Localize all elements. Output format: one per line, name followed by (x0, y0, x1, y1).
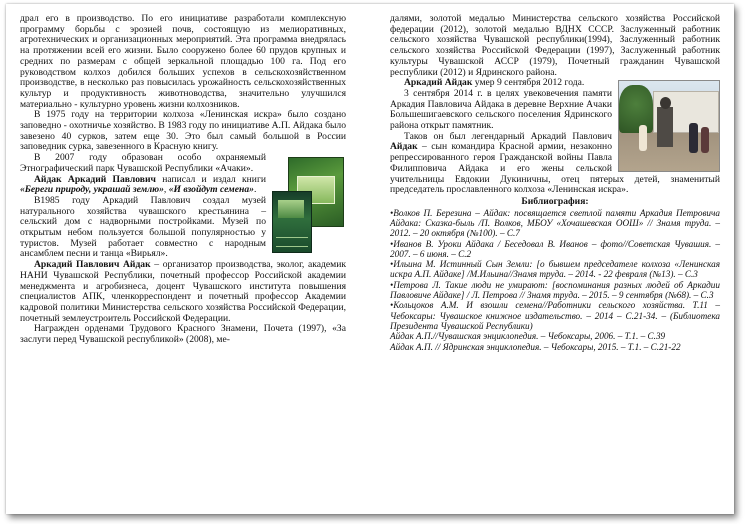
organizer-text: – организатор производства, эколог, академик НАНИ Чувашской Республики, почетный профессор Российской академии менеджмента и агробизнеса, доцент Чувашского института повышения специалистов АПК, членкорреспондент и почетный профессор Академии кадровой политики Министерства сельского хозяйства Российской Федерации, почетный землеустроитель Российской Федерации. (20, 259, 347, 324)
books-text: написал и издал книги (155, 173, 267, 185)
bibliography-item: Айдак А.П. // Ядринская энциклопедия. – Чебоксары, 2015. – Т.1. – С.21-22 (390, 341, 681, 352)
monument-photo (618, 80, 720, 172)
book-title-2: «И взойдут семена» (168, 184, 254, 196)
left-paragraph-3: В 2007 году образован особо охраняемый Этнографический парк Чувашской Республики «Ачаки». (20, 152, 266, 174)
bibliography-item: •Иванов В. Уроки Айдака / Беседовал В. Иванов – фото//Советская Чувашия. – 2007. – 6 июня. – С.2 (390, 238, 720, 259)
left-paragraph-5: В1985 году Аркадий Павлович создал музей натурального хозяйства чувашского крестьянина – сельский дом с надворными постройками. Музей по открытым небом пользуется большой популярностью у туристов. Музей работает совместно с народным ансамблем песни и танца «Вирьял». (20, 194, 266, 260)
books-section (20, 153, 346, 260)
left-paragraph-1: драл его в производство. По его инициативе разработали комплексную программу борьбы с эрозией почв, состоящую из мелиоративных, агротехнических и организационных мероприятий. Эта программа внедрялась на протяжении всей его жизни. Было сооружено более 60 прудов крупных и средних по размерам с общей зеркальной площадью 100 га. Под его руководством колхоз добился больших успехов в сельскохозяйственном производстве, в несколько раз повысилась урожайность сельскохозяйственных культур и продуктивность животноводства, значительно улучшился материально - культурно уровень жизни колхозников. (20, 13, 346, 110)
book-covers-image (272, 157, 346, 255)
legend-start: Таков он был легендарный Аркадий Павлович (404, 130, 612, 142)
books-end: . (253, 184, 257, 196)
bibliography-item: •Кольцоков А.М. И взошли семена//Работники сельского хозяйства. Т.11 – Чебоксары: Чувашское книжное издательство. – 2014 – С.21-34. – (Библиотека Президента Чувашской Республики) (390, 300, 720, 331)
left-paragraph-6 (20, 260, 346, 324)
bibliography-item: •Ильина М. Истинный Сын Земли: [о бывшем председателе колхоза «Ленинская искра А.П. Айдаке] /М.Ильина//Знамя труда. – 2014. - 22 февраля (№13). – С.3 (390, 259, 720, 280)
bibliography-list (390, 208, 720, 352)
author-name: Айдак Аркадий Павлович (34, 173, 156, 185)
bibliography-title: Библиография: (521, 195, 589, 207)
right-paragraph-3: 3 сентября 2014 г. в целях увековечения памяти Аркадия Павловича Айдака в деревне Верхние Ачаки Большешигаевского сельского поселения Ядринского района открыт памятник. (390, 87, 612, 132)
left-paragraph-7: Награжден орденами Трудового Красного Знамени, Почета (1997), «За заслуги перед Чувашской республикой» (2008), ме- (20, 323, 346, 346)
book-cover-dark (272, 191, 312, 253)
bibliography-item: •Петрова Л. Такие люди не умирают: [воспоминания разных людей об Аркадии Павловиче Айдаке] / Л. Петрова // Знамя труда. – 2015. – 9 сентября (№68). – С.3 (390, 279, 720, 301)
legend-text: – сын командира Красной армии, незаконно репрессированного героя Гражданской войны Павла Филипповича Айдака и его жены сельской учительницы Евдокии Дукиничны, отец пятерых детей, знаменитый председатель прославленного колхоза «Ленинская искра». (390, 141, 720, 196)
death-text: умер 9 сентября 2012 года. (472, 77, 585, 89)
left-paragraph-2: В 1975 году на территории колхоза «Ленинская искра» было создано заповедно - охотничье хозяйство. В 1983 году по инициативе А.П. Айдака было завезено 40 сурков, затем еще 30. Это был самый большой в России заповедник сурка, завезенного в Красную книгу. (20, 109, 346, 153)
organizer-name: Аркадий Павлович Айдак (34, 259, 151, 271)
left-column (20, 14, 346, 346)
right-paragraph-1: далями, золотой медалью Министерства сельского хозяйства Российской федерации (2012), золотой медалью ВДНХ СССР. Заслуженный работник сельского хозяйства Чувашской республики(1994), Заслуженный работник сельского хозяйства Российской Федерации (1997), Заслуженный работник культуры Чувашской АССР (1979), Почетный гражданин Чувашской республики (2012) и Ядринского района. (390, 13, 720, 78)
bibliography-item: Айдак А.П.//Чувашская энциклопедия. – Чебоксары, 2006. – Т.1. – С.39 (390, 331, 666, 342)
books-separator: , (163, 184, 169, 196)
book-title-1: «Береги природу, украшай землю» (20, 184, 164, 196)
legend-name: Айдак (390, 141, 418, 153)
document-page (6, 4, 734, 514)
right-column (390, 14, 720, 352)
bibliography-item: •Волков П. Березина – Айдак: посвящается светлой памяти Аркадия Петровича Айдака: Сказка-быль /П. Волков, МБОУ «Хочашевская ООШ» // Знамя труда. – 2012. – 20 октября (№100). – С.7 (390, 207, 720, 239)
death-name: Аркадий Айдак (404, 77, 473, 89)
